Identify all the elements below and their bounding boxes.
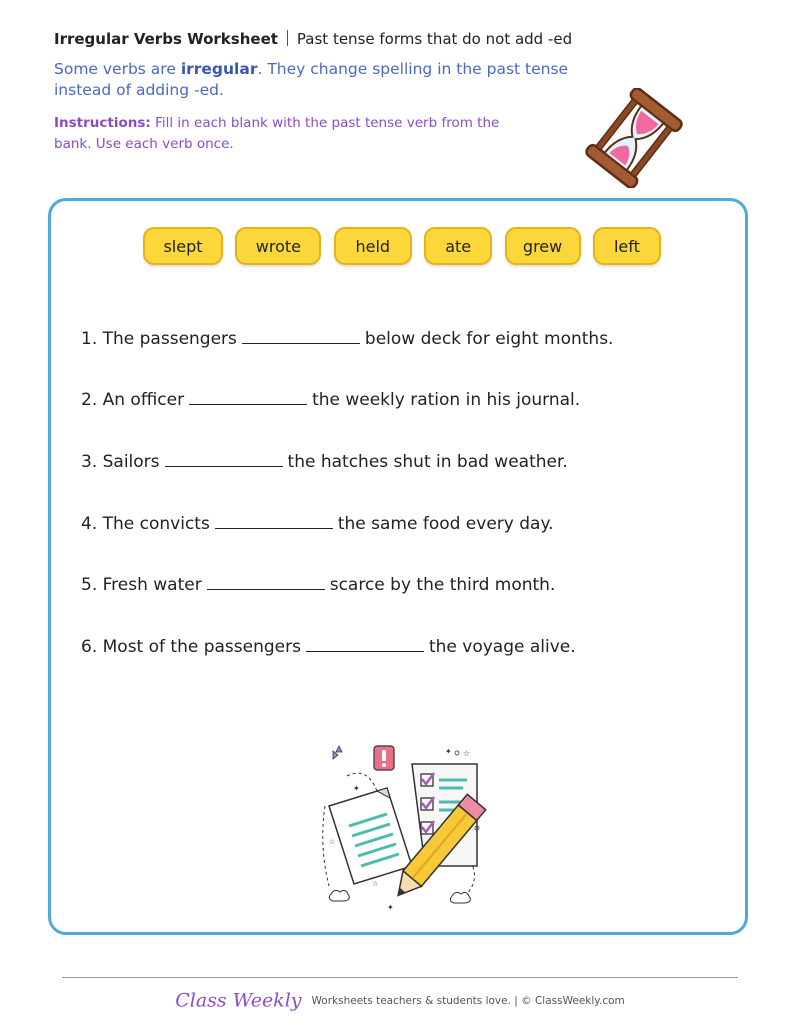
question-2-after: the weekly ration in his journal. — [312, 390, 581, 410]
worksheet-title: Irregular Verbs Worksheet — [54, 30, 278, 48]
question-3 — [81, 450, 568, 474]
instructions-text: Fill in each blank with the past tense verb from the bank. Use each verb once. — [54, 115, 500, 152]
question-4-before: 4. The convicts — [81, 514, 210, 534]
title-separator — [287, 30, 288, 46]
word-chip-wrote[interactable]: wrote — [235, 227, 321, 265]
word-chip-held[interactable]: held — [334, 227, 412, 265]
word-chip-ate[interactable]: ate — [424, 227, 492, 265]
question-2-before: 2. An officer — [81, 390, 185, 410]
question-4-after: the same food every day. — [337, 514, 554, 534]
question-5-after: scarce by the third month. — [329, 575, 556, 595]
brand-logo: Class Weekly — [175, 989, 302, 1012]
question-1-before: 1. The passengers — [81, 329, 237, 349]
instructions — [54, 113, 524, 155]
instructions-label: Instructions: — [54, 115, 151, 131]
footer-tagline: Worksheets teachers & students love. | © ClassWeekly.com — [311, 994, 625, 1007]
question-6-after: the voyage alive. — [428, 637, 576, 657]
intro-text — [54, 59, 574, 101]
worksheet-subtitle: Past tense forms that do not add -ed — [296, 30, 573, 48]
word-chip-slept[interactable]: slept — [143, 227, 223, 265]
footer-divider — [62, 977, 738, 978]
answer-blank-6[interactable] — [306, 635, 424, 652]
answer-blank-1[interactable] — [242, 327, 360, 344]
title-line — [54, 28, 574, 50]
word-bank — [143, 227, 661, 269]
question-6 — [81, 635, 576, 659]
question-3-after: the hatches shut in bad weather. — [287, 452, 568, 472]
checklist-pencil-illustration — [317, 736, 487, 916]
svg-text:✦: ✦ — [353, 784, 360, 793]
question-2 — [81, 388, 580, 412]
answer-blank-4[interactable] — [215, 512, 333, 529]
footer — [0, 985, 800, 1015]
word-chip-left[interactable]: left — [593, 227, 661, 265]
question-1-after: below deck for eight months. — [364, 329, 614, 349]
exercise-panel — [48, 198, 748, 935]
intro-before: Some verbs are — [54, 60, 181, 78]
question-5-before: 5. Fresh water — [81, 575, 202, 595]
worksheet-header — [54, 28, 574, 155]
question-1 — [81, 327, 613, 351]
svg-text:☆: ☆ — [372, 880, 379, 888]
answer-blank-2[interactable] — [189, 388, 307, 405]
intro-after: . They change spelling in the past tense instead of adding -ed. — [54, 60, 569, 99]
svg-text:✦: ✦ — [387, 903, 394, 912]
question-6-before: 6. Most of the passengers — [81, 637, 301, 657]
svg-text:☆: ☆ — [463, 749, 471, 758]
answer-blank-3[interactable] — [165, 450, 283, 467]
hourglass-icon — [584, 88, 684, 188]
answer-blank-5[interactable] — [207, 573, 325, 590]
intro-bold-word: irregular — [180, 60, 258, 78]
word-chip-grew[interactable]: grew — [505, 227, 581, 265]
svg-text:✦: ✦ — [445, 747, 452, 756]
svg-text:☆: ☆ — [329, 838, 336, 846]
question-5 — [81, 573, 555, 597]
question-4 — [81, 512, 554, 536]
question-3-before: 3. Sailors — [81, 452, 160, 472]
